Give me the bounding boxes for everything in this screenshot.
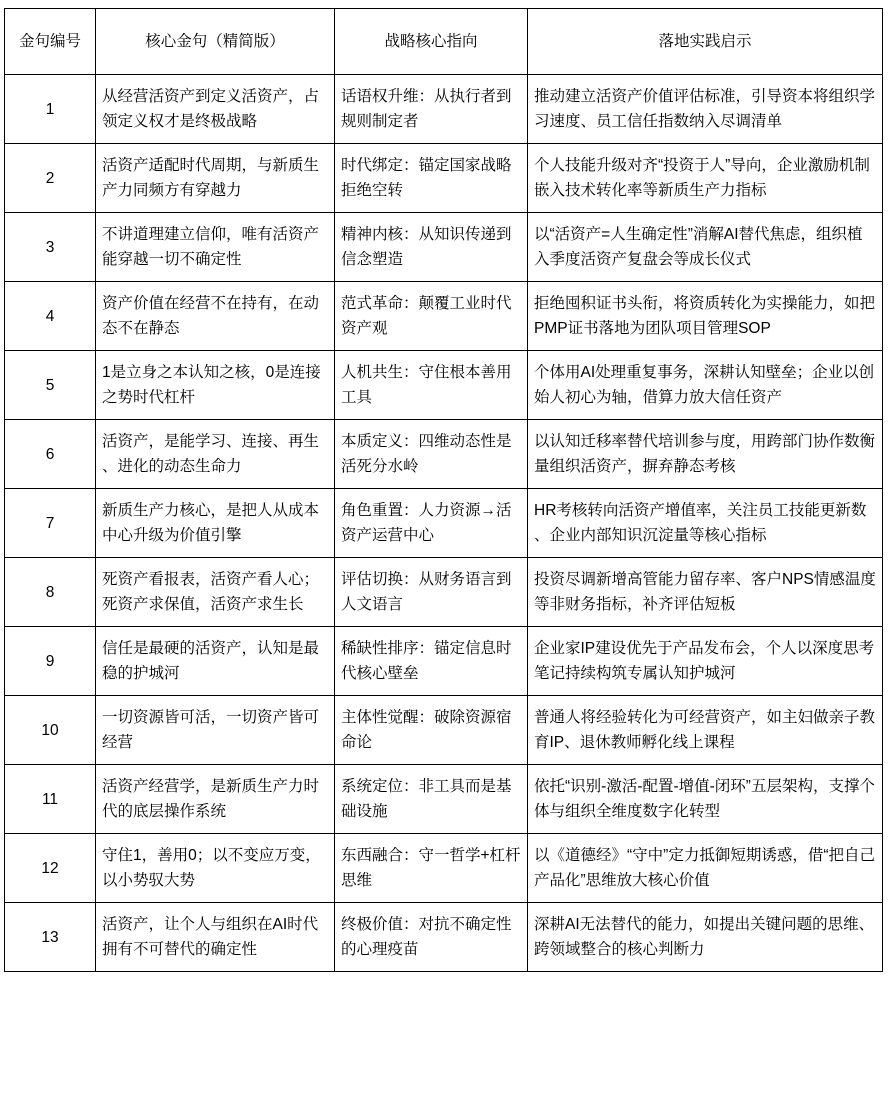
table-row bbox=[5, 489, 883, 558]
cell-quote-id: 7 bbox=[5, 489, 96, 558]
cell-practice-insight: 以认知迁移率替代培训参与度，用跨部门协作数衡量组织活资产，摒弃静态考核 bbox=[528, 420, 883, 489]
cell-quote-id: 6 bbox=[5, 420, 96, 489]
cell-quote-id: 2 bbox=[5, 144, 96, 213]
document-page bbox=[0, 8, 891, 972]
cell-strategy-direction: 人机共生：守住根本善用工具 bbox=[335, 351, 528, 420]
table-row bbox=[5, 213, 883, 282]
cell-practice-insight: 个人技能升级对齐“投资于人”导向，企业激励机制嵌入技术转化率等新质生产力指标 bbox=[528, 144, 883, 213]
cell-practice-insight: 以“活资产=人生确定性”消解AI替代焦虑，组织植入季度活资产复盘会等成长仪式 bbox=[528, 213, 883, 282]
cell-core-quote: 新质生产力核心，是把人从成本中心升级为价值引擎 bbox=[96, 489, 335, 558]
cell-practice-insight: 投资尽调新增高管能力留存率、客户NPS情感温度等非财务指标，补齐评估短板 bbox=[528, 558, 883, 627]
table-row bbox=[5, 420, 883, 489]
cell-core-quote: 从经营活资产到定义活资产，占领定义权才是终极战略 bbox=[96, 75, 335, 144]
cell-quote-id: 10 bbox=[5, 696, 96, 765]
cell-practice-insight: 拒绝囤积证书头衔，将资质转化为实操能力，如把PMP证书落地为团队项目管理SOP bbox=[528, 282, 883, 351]
cell-quote-id: 5 bbox=[5, 351, 96, 420]
cell-strategy-direction: 精神内核：从知识传递到信念塑造 bbox=[335, 213, 528, 282]
cell-quote-id: 1 bbox=[5, 75, 96, 144]
cell-quote-id: 11 bbox=[5, 765, 96, 834]
cell-core-quote: 活资产适配时代周期，与新质生产力同频方有穿越力 bbox=[96, 144, 335, 213]
cell-quote-id: 8 bbox=[5, 558, 96, 627]
cell-practice-insight: 深耕AI无法替代的能力，如提出关键问题的思维、跨领域整合的核心判断力 bbox=[528, 903, 883, 972]
cell-practice-insight: HR考核转向活资产增值率，关注员工技能更新数、企业内部知识沉淀量等核心指标 bbox=[528, 489, 883, 558]
table-row bbox=[5, 558, 883, 627]
cell-core-quote: 资产价值在经营不在持有，在动态不在静态 bbox=[96, 282, 335, 351]
table-row bbox=[5, 765, 883, 834]
golden-quotes-table bbox=[4, 8, 883, 972]
cell-core-quote: 一切资源皆可活，一切资产皆可经营 bbox=[96, 696, 335, 765]
cell-strategy-direction: 东西融合：守一哲学+杠杆思维 bbox=[335, 834, 528, 903]
table-row bbox=[5, 282, 883, 351]
cell-strategy-direction: 评估切换：从财务语言到人文语言 bbox=[335, 558, 528, 627]
cell-strategy-direction: 本质定义：四维动态性是活死分水岭 bbox=[335, 420, 528, 489]
cell-practice-insight: 以《道德经》“守中”定力抵御短期诱惑，借“把自己产品化”思维放大核心价值 bbox=[528, 834, 883, 903]
table-row bbox=[5, 834, 883, 903]
table-row bbox=[5, 144, 883, 213]
cell-quote-id: 12 bbox=[5, 834, 96, 903]
table-row bbox=[5, 627, 883, 696]
cell-strategy-direction: 话语权升维：从执行者到规则制定者 bbox=[335, 75, 528, 144]
cell-core-quote: 信任是最硬的活资产，认知是最稳的护城河 bbox=[96, 627, 335, 696]
cell-practice-insight: 推动建立活资产价值评估标准，引导资本将组织学习速度、员工信任指数纳入尽调清单 bbox=[528, 75, 883, 144]
cell-quote-id: 13 bbox=[5, 903, 96, 972]
table-row bbox=[5, 75, 883, 144]
cell-strategy-direction: 角色重置：人力资源→活资产运营中心 bbox=[335, 489, 528, 558]
cell-practice-insight: 普通人将经验转化为可经营资产，如主妇做亲子教育IP、退休教师孵化线上课程 bbox=[528, 696, 883, 765]
header-strategy-direction: 战略核心指向 bbox=[335, 9, 528, 75]
header-practice-insight: 落地实践启示 bbox=[528, 9, 883, 75]
table-body bbox=[5, 75, 883, 972]
cell-practice-insight: 企业家IP建设优先于产品发布会，个人以深度思考笔记持续构筑专属认知护城河 bbox=[528, 627, 883, 696]
cell-quote-id: 9 bbox=[5, 627, 96, 696]
cell-strategy-direction: 主体性觉醒：破除资源宿命论 bbox=[335, 696, 528, 765]
cell-practice-insight: 个体用AI处理重复事务，深耕认知壁垒；企业以创始人初心为轴，借算力放大信任资产 bbox=[528, 351, 883, 420]
cell-strategy-direction: 终极价值：对抗不确定性的心理疫苗 bbox=[335, 903, 528, 972]
cell-core-quote: 守住1，善用0；以不变应万变，以小势驭大势 bbox=[96, 834, 335, 903]
cell-core-quote: 活资产，让个人与组织在AI时代拥有不可替代的确定性 bbox=[96, 903, 335, 972]
cell-strategy-direction: 系统定位：非工具而是基础设施 bbox=[335, 765, 528, 834]
table-header-row bbox=[5, 9, 883, 75]
table-row bbox=[5, 696, 883, 765]
cell-strategy-direction: 时代绑定：锚定国家战略拒绝空转 bbox=[335, 144, 528, 213]
cell-core-quote: 不讲道理建立信仰，唯有活资产能穿越一切不确定性 bbox=[96, 213, 335, 282]
cell-practice-insight: 依托“识别-激活-配置-增值-闭环”五层架构，支撑个体与组织全维度数字化转型 bbox=[528, 765, 883, 834]
cell-strategy-direction: 范式革命：颠覆工业时代资产观 bbox=[335, 282, 528, 351]
cell-quote-id: 3 bbox=[5, 213, 96, 282]
cell-core-quote: 1是立身之本认知之核，0是连接之势时代杠杆 bbox=[96, 351, 335, 420]
cell-strategy-direction: 稀缺性排序：锚定信息时代核心壁垒 bbox=[335, 627, 528, 696]
table-row bbox=[5, 903, 883, 972]
cell-core-quote: 死资产看报表，活资产看人心；死资产求保值，活资产求生长 bbox=[96, 558, 335, 627]
header-quote-id: 金句编号 bbox=[5, 9, 96, 75]
cell-quote-id: 4 bbox=[5, 282, 96, 351]
header-core-quote: 核心金句（精简版） bbox=[96, 9, 335, 75]
cell-core-quote: 活资产经营学，是新质生产力时代的底层操作系统 bbox=[96, 765, 335, 834]
cell-core-quote: 活资产，是能学习、连接、再生、进化的动态生命力 bbox=[96, 420, 335, 489]
table-row bbox=[5, 351, 883, 420]
